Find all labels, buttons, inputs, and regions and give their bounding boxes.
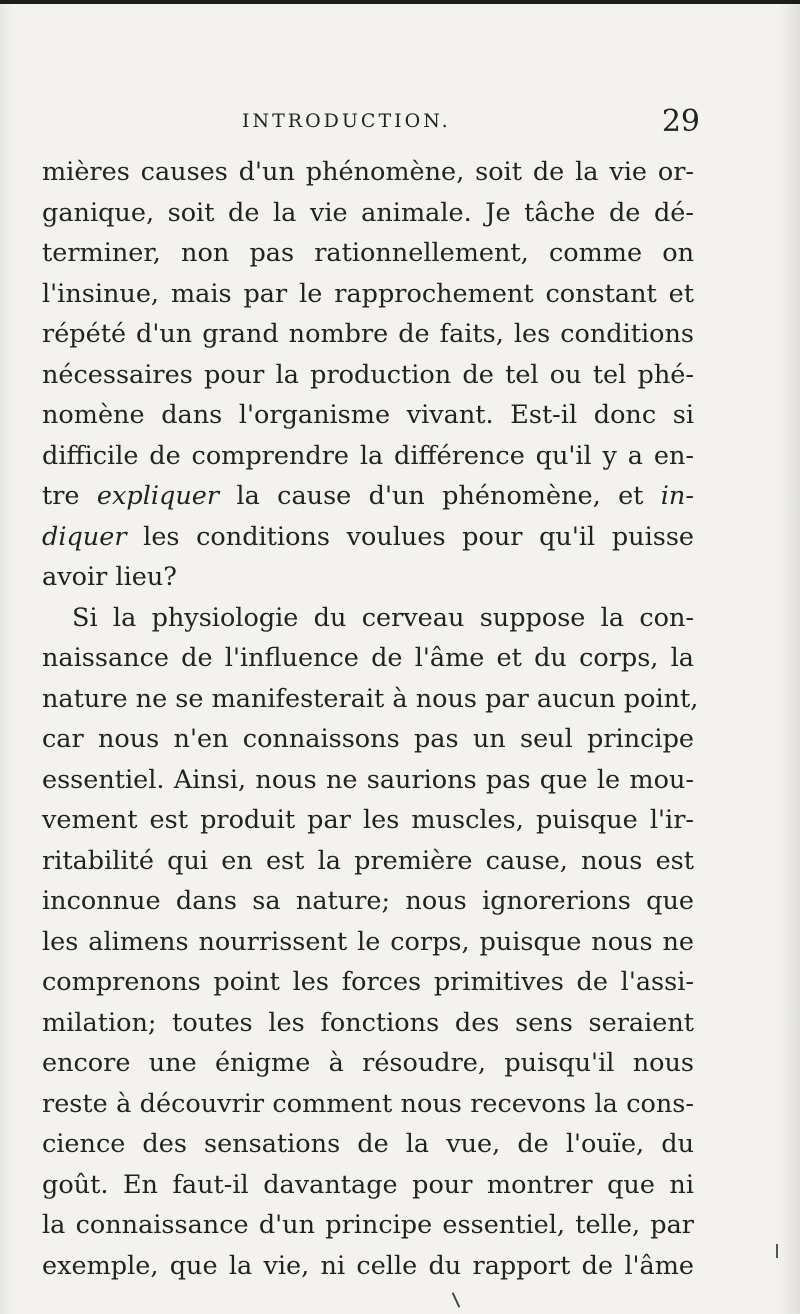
italic-word: diquer xyxy=(42,521,127,552)
text-line: nomène dans l'organisme vivant. Est-il donc si xyxy=(42,400,694,430)
margin-mark xyxy=(776,1244,778,1258)
text-line: inconnue dans sa nature; nous ignorerions que xyxy=(42,886,694,916)
text-line: cience des sensations de la vue, de l'ouïe, du xyxy=(42,1129,694,1159)
text-line-with-italics: tre expliquer la cause d'un phénomène, et in- xyxy=(42,481,694,511)
text-line: Si la physiologie du cerveau suppose la con- xyxy=(72,602,694,633)
text-line: reste à découvrir comment nous recevons la cons- xyxy=(42,1088,694,1119)
text-line-with-italics: diquer les conditions voulues pour qu'il puisse xyxy=(42,521,694,552)
text-line: mières causes d'un phénomène, soit de la vie or- xyxy=(42,157,694,187)
text-line: nécessaires pour la production de tel ou tel phé- xyxy=(42,359,694,390)
paragraph-1 xyxy=(42,152,694,598)
text-line: vement est produit par les muscles, puisque l'ir- xyxy=(42,805,694,835)
text-line: encore une énigme à résoudre, puisqu'il nous xyxy=(42,1048,694,1078)
gutter-shadow xyxy=(0,0,14,1314)
text-line: ritabilité qui en est la première cause, nous est xyxy=(42,845,694,876)
text-line: difficile de comprendre la différence qu'il y a en- xyxy=(42,440,694,471)
text-line: les alimens nourrissent le corps, puisque nous ne xyxy=(42,926,694,957)
bottom-mark xyxy=(452,1292,461,1307)
text-line: car nous n'en connaissons pas un seul principe xyxy=(42,724,694,754)
text-line: milation; toutes les fonctions des sens seraient xyxy=(42,1007,694,1038)
text-line: la connaissance d'un principe essentiel, telle, par xyxy=(42,1210,694,1240)
paragraph-2 xyxy=(42,598,699,1287)
text-line: comprenons point les forces primitives de l'assi- xyxy=(42,967,694,997)
italic-word: in- xyxy=(660,481,694,511)
text-line: terminer, non pas rationnellement, comme on xyxy=(42,238,694,268)
running-head: INTRODUCTION. xyxy=(242,110,451,132)
page-top-edge xyxy=(0,0,800,4)
page-header xyxy=(42,104,700,144)
text-line: exemple, que la vie, ni celle du rapport de l'âme xyxy=(42,1250,694,1281)
body-text xyxy=(42,152,699,1286)
edge-shadow xyxy=(778,0,800,1314)
text-line: nature ne se manifesterait à nous par aucun point, xyxy=(42,683,699,714)
text-line: essentiel. Ainsi, nous ne saurions pas que le mou- xyxy=(42,764,694,795)
text-line: avoir lieu? xyxy=(42,562,177,592)
italic-word: expliquer xyxy=(96,481,220,511)
text-line: répété d'un grand nombre de faits, les conditions xyxy=(42,319,694,349)
text-line: ganique, soit de la vie animale. Je tâche de dé- xyxy=(42,197,694,228)
text-line: naissance de l'influence de l'âme et du corps, la xyxy=(42,643,694,673)
page-number: 29 xyxy=(661,104,700,139)
text-line: goût. En faut-il davantage pour montrer que ni xyxy=(42,1169,694,1200)
text-line: l'insinue, mais par le rapprochement constant et xyxy=(42,278,694,309)
